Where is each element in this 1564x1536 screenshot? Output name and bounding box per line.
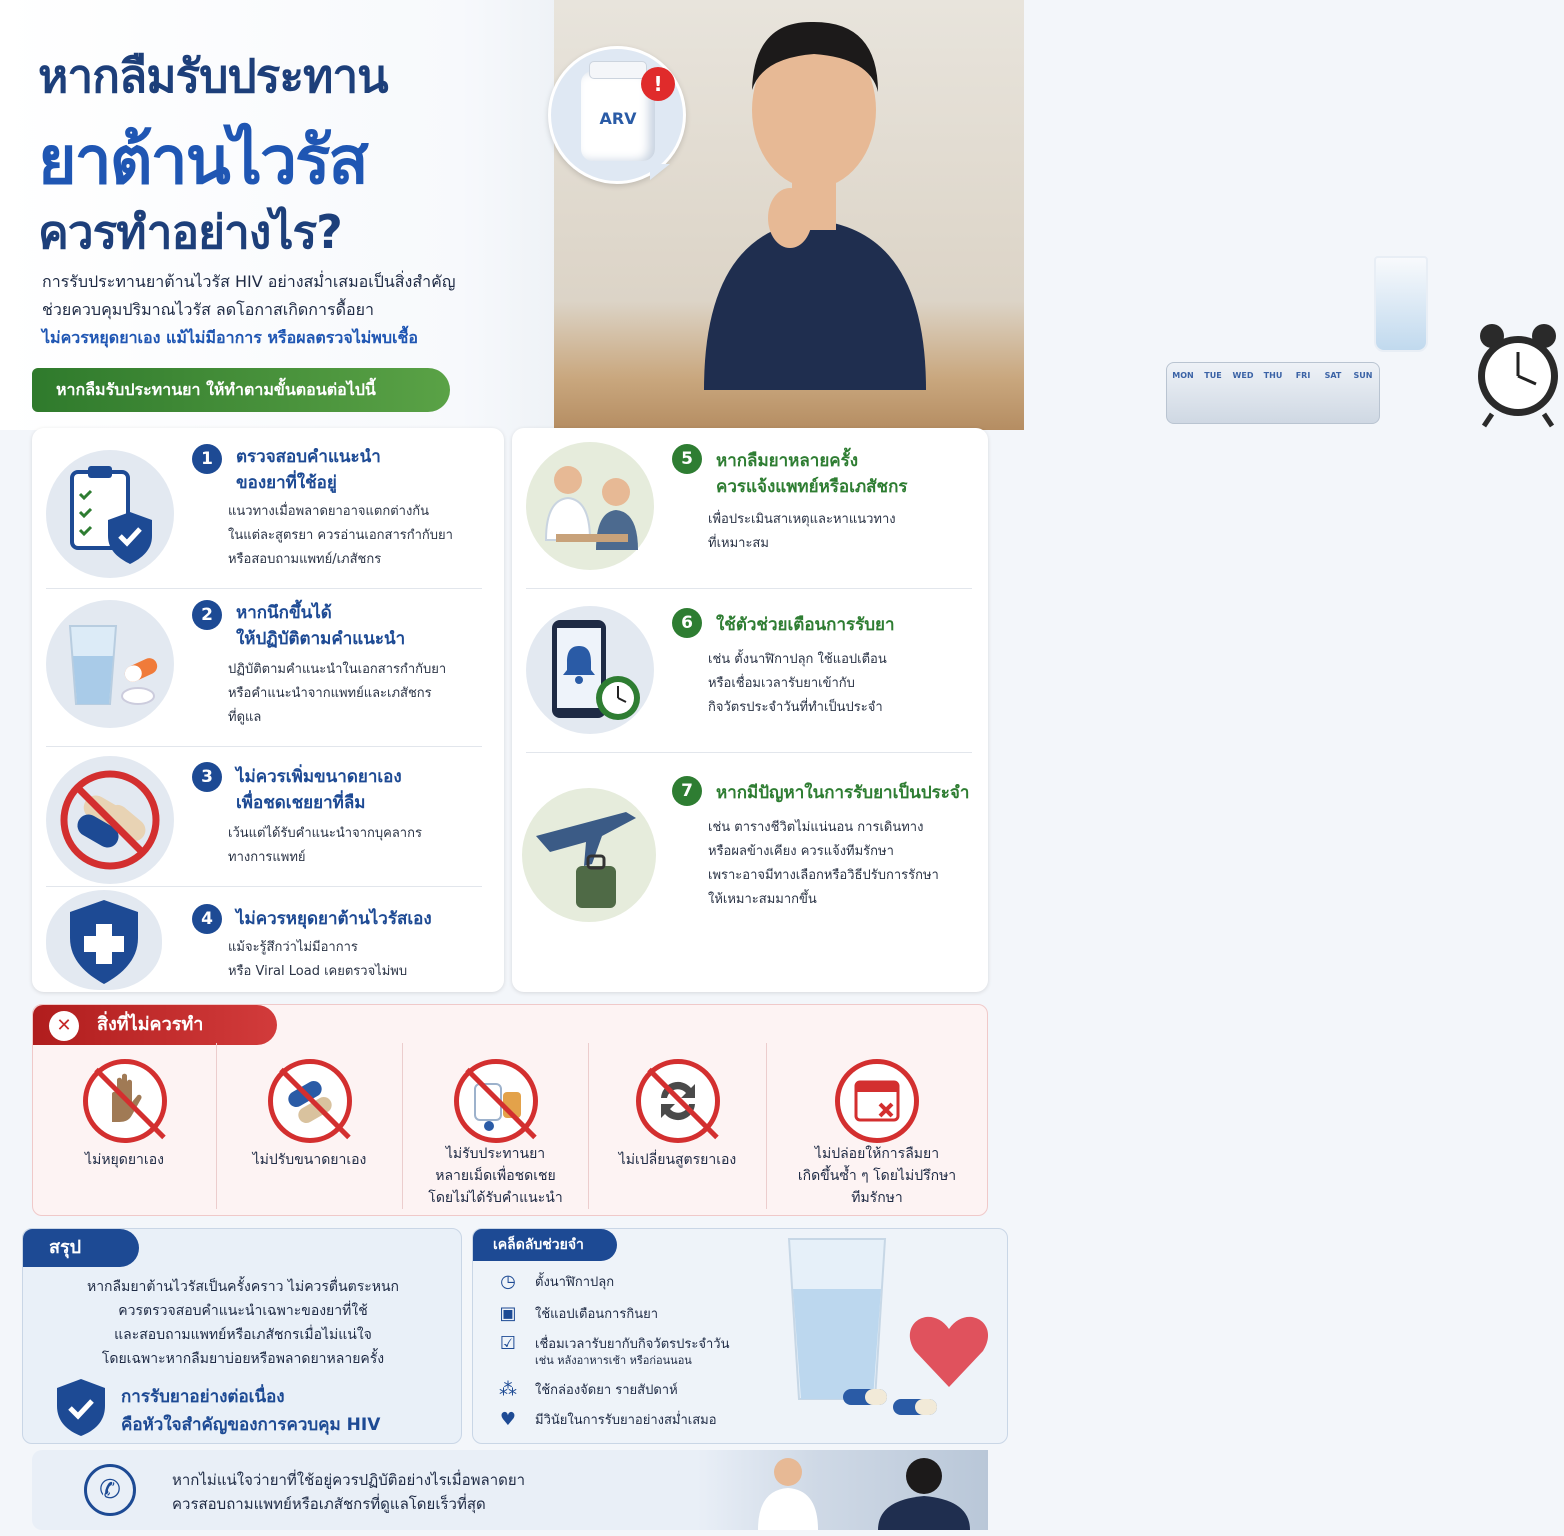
dont-item [589,1043,767,1209]
step-3-number: 3 [192,762,222,792]
dont-item [217,1043,403,1209]
dont-label-line: ไม่ปล่อยให้การลืมยา [814,1146,940,1162]
step-2-title-line2: ให้ปฏิบัติตามคำแนะนำ [236,629,406,649]
divider [526,588,972,589]
step-3-illustration [46,756,174,884]
dont-item [403,1043,589,1209]
step-5-title-line2: ควรแจ้งแพทย์หรือเภสัชกร [716,477,908,497]
step-7-desc-line: เพราะอาจมีทางเลือกหรือวิธีปรับการรักษา [708,868,939,883]
close-x-icon: ✕ [49,1011,79,1041]
step-1-desc-line: ในแต่ละสูตรยา ควรอ่านเอกสารกำกับยา [228,528,453,543]
dont-label-line: ทีมรักษา [851,1190,903,1206]
phone-icon: ✆ [84,1464,136,1516]
step-7-desc-line: ให้เหมาะสมมากขึ้น [708,892,817,907]
step-1-desc-line: หรือสอบถามแพทย์/เภสัชกร [228,552,382,567]
water-heart-pills-illustration [773,1229,1009,1445]
pillbox-day-label: SUN [1353,371,1373,380]
no-dose-adjust-icon [268,1059,352,1143]
pillbox-day-label: TUE [1204,371,1222,380]
step-6-illustration [526,606,654,734]
alarm-clock-icon [1472,318,1564,428]
intro-text-line1: การรับประทานยาต้านไวรัส HIV อย่างสม่ำเสมอเป็นสิ่งสำคัญ [42,272,456,291]
step-2-number: 2 [192,600,222,630]
steps-panel-left [32,428,504,992]
divider [526,752,972,753]
intro-text-line2: ช่วยควบคุมปริมาณไวรัส ลดโอกาสเกิดการดื้อยา [42,300,374,319]
step-3-title-line2: เพื่อชดเชยยาที่ลืม [236,793,366,813]
step-3-desc-line: ทางการแพทย์ [228,850,306,865]
donts-header [33,1005,277,1045]
bottle-label: ARV [599,109,637,128]
step-5-desc-line: เพื่อประเมินสาเหตุและหาแนวทาง [708,512,896,527]
step-4-desc-line: แม้จะรู้สึกว่าไม่มีอาการ [228,940,358,955]
dont-item [767,1043,987,1209]
divider [46,886,482,887]
contact-advice-section [32,1450,988,1530]
doctor-patient-photo [698,1450,988,1530]
pillbox-day-label: FRI [1295,371,1311,380]
dont-label-line: ไม่หยุดยาเอง [85,1152,164,1168]
no-extra-pills-icon [454,1059,538,1143]
page-title-line2: ยาต้านไวรัส [38,122,367,199]
pillbox-day-label: MON [1172,371,1194,380]
summary-line: และสอบถามแพทย์หรือเภสัชกรเมื่อไม่แน่ใจ [114,1327,372,1343]
step-1-title-line1: ตรวจสอบคำแนะนำ [236,447,381,467]
step-6-title: ใช้ตัวช่วยเตือนการรับยา [716,615,895,635]
summary-key-line2: คือหัวใจสำคัญของการควบคุม HIV [121,1415,381,1435]
step-1-illustration [46,450,174,578]
app-icon: ▣ [499,1303,517,1324]
donts-section [32,1004,988,1216]
step-6-desc-line: หรือเชื่อมเวลารับยาเข้ากับ [708,676,855,691]
phone-reminder-icon [526,606,654,734]
step-7-illustration [522,788,656,922]
summary-line: ควรตรวจสอบคำแนะนำเฉพาะของยาที่ใช้ [118,1303,368,1319]
dont-label-line: เกิดขึ้นซ้ำ ๆ โดยไม่ปรึกษา [797,1168,957,1184]
no-extra-dose-icon [46,756,174,884]
divider [46,746,482,747]
routine-icon: ☑ [499,1333,517,1354]
step-7-title: หากมีปัญหาในการรับยาเป็นประจำ [716,783,970,803]
summary-line: หากลืมยาต้านไวรัสเป็นครั้งคราว ไม่ควรตื่นตระหนก [86,1279,400,1295]
doctor-consultation-icon [526,442,654,570]
tip-subtext: เช่น หลังอาหารเช้า หรือก่อนนอน [535,1354,692,1367]
pillbox-day-label: SAT [1324,371,1342,380]
tip-text: มีวินัยในการรับยาอย่างสม่ำเสมอ [535,1413,717,1428]
step-6-number: 6 [672,608,702,638]
divider [46,588,482,589]
page-title-line3: ควรทำอย่างไร? [38,205,342,259]
pillbox-day-label: WED [1232,371,1254,380]
airplane-luggage-icon [522,788,656,922]
dont-label-line: ไม่ปรับขนาดยาเอง [252,1152,367,1168]
weekly-pill-organizer [1166,362,1380,424]
intro-text-emphasis: ไม่ควรหยุดยาเอง แม้ไม่มีอาการ หรือผลตรวจไม่พบเชื้อ [42,328,418,347]
step-2-illustration [46,600,174,728]
summary-header: สรุป [23,1229,139,1267]
step-2-desc-line: หรือคำแนะนำจากแพทย์และเภสัชกร [228,686,432,701]
step-5-title-line1: หากลืมยาหลายครั้ง [716,451,859,471]
step-5-number: 5 [672,444,702,474]
step-4-illustration [46,890,162,990]
step-3-title-line1: ไม่ควรเพิ่มขนาดยาเอง [236,767,402,787]
step-1-desc-line: แนวทางเมื่อพลาดยาอาจแตกต่างกัน [228,504,430,519]
dont-label-line: ไม่เปลี่ยนสูตรยาเอง [618,1152,737,1168]
bubble-tail [650,164,670,180]
summary-key-line1: การรับยาอย่างต่อเนื่อง [121,1387,285,1407]
step-5-desc-line: ที่เหมาะสม [708,536,769,551]
alert-icon: ! [641,67,675,101]
step-7-desc-line: หรือผลข้างเคียง ควรแจ้งทีมรักษา [708,844,894,859]
dont-label-line: ไม่รับประทานยา [445,1146,546,1162]
dont-item [33,1043,217,1209]
step-2-desc-line: ปฏิบัติตามคำแนะนำในเอกสารกำกับยา [228,662,447,677]
man-taking-pill-illustration [664,0,964,390]
bottle-cap [589,61,647,79]
page-title-line1: หากลืมรับประทาน [38,49,388,103]
step-4-title: ไม่ควรหยุดยาต้านไวรัสเอง [236,909,432,929]
step-2-title-line1: หากนึกขึ้นได้ [236,603,332,623]
step-3-desc-line: เว้นแต่ได้รับคำแนะนำจากบุคลากร [228,826,422,841]
steps-panel-right [512,428,988,992]
shield-check-icon [53,1377,109,1437]
calendar-x-icon [835,1059,919,1143]
summary-section [22,1228,462,1444]
dont-label-line: โดยไม่ได้รับคำแนะนำ [428,1190,563,1206]
step-7-number: 7 [672,776,702,806]
doctor-patient-illustration [698,1450,988,1530]
donts-header-label: สิ่งที่ไม่ควรทำ [97,1014,204,1035]
step-1-title-line2: ของยาที่ใช้อยู่ [236,473,337,493]
tip-text: เชื่อมเวลารับยากับกิจวัตรประจำวัน [535,1337,730,1352]
tips-header: เคล็ดลับช่วยจำ [473,1229,617,1261]
hero-section [0,0,1373,430]
step-6-desc-line: กิจวัตรประจำวันที่ทำเป็นประจำ [708,700,883,715]
water-glass [1374,256,1428,352]
dont-label-line: หลายเม็ดเพื่อชดเชย [435,1168,556,1184]
step-4-number: 4 [192,904,222,934]
tip-text: ใช้กล่องจัดยา รายสัปดาห์ [535,1383,678,1398]
steps-banner: หากลืมรับประทานยา ให้ทำตามขั้นตอนต่อไปนี้ [32,368,450,412]
stop-hand-icon [83,1059,167,1143]
shield-cross-icon [46,890,162,990]
step-1-number: 1 [192,444,222,474]
clipboard-shield-icon [46,450,174,578]
tip-text: ใช้แอปเตือนการกินยา [535,1307,659,1322]
heart-icon: ♥ [499,1409,517,1430]
contact-text-line1: หากไม่แน่ใจว่ายาที่ใช้อยู่ควรปฏิบัติอย่างไรเมื่อพลาดยา [172,1471,526,1489]
contact-text-line2: ควรสอบถามแพทย์หรือเภสัชกรที่ดูแลโดยเร็วที่สุด [172,1495,486,1513]
step-7-desc-line: เช่น ตารางชีวิตไม่แน่นอน การเดินทาง [708,820,924,835]
step-5-illustration [526,442,654,570]
pill-organizer-icon: ⁂ [499,1379,517,1400]
tip-text: ตั้งนาฬิกาปลุก [535,1275,615,1290]
memory-tips-section [472,1228,1008,1444]
no-switch-regimen-icon [636,1059,720,1143]
summary-line: โดยเฉพาะหากลืมยาบ่อยหรือพลาดยาหลายครั้ง [101,1351,385,1367]
step-2-desc-line: ที่ดูแล [228,710,262,725]
step-4-desc-line: หรือ Viral Load เคยตรวจไม่พบ [228,964,408,979]
glass-and-pills-icon [46,600,174,728]
clock-icon: ◷ [500,1271,516,1292]
pillbox-day-label: THU [1263,371,1283,380]
step-6-desc-line: เช่น ตั้งนาฬิกาปลุก ใช้แอปเตือน [708,652,887,667]
